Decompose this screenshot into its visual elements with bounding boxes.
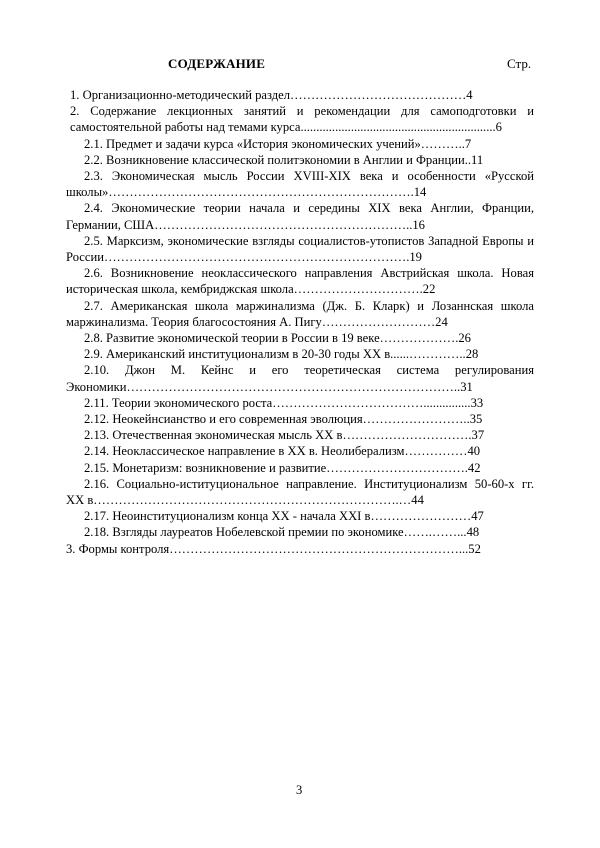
- toc-entry: 2.11. Теории экономического роста………………………………...............33: [84, 395, 484, 410]
- toc-entry: 2.14. Неоклассическое направление в XX в. Неолиберализм……………40: [84, 444, 481, 459]
- table-of-contents: [66, 87, 534, 557]
- toc-entry: 2.5. Марксизм, экономические взгляды социалистов-утопистов Западной Европы и России……………………………………………………………….19: [66, 233, 534, 265]
- toc-entry: 2.2. Возникновение классической политэкономии в Англии и Франции..11: [84, 152, 484, 167]
- toc-entry: 2.8. Развитие экономической теории в России в 19 веке……………….26: [84, 331, 471, 346]
- toc-entry: 2.17. Неоинституционализм конца XX - начала XXI в……………………47: [84, 509, 484, 524]
- toc-entry: 2.4. Экономические теории начала и середины XIX века Англии, Франции, Германии, США……………………………………………………..16: [66, 201, 534, 232]
- toc-title: СОДЕРЖАНИЕ: [168, 56, 266, 71]
- toc-entry: 2.10. Джон М. Кейнс и его теоретическая система регулирования Экономики……………………………………………………………………..31: [66, 363, 534, 394]
- page-column-label: Стр.: [507, 56, 532, 71]
- toc-entry: 1. Организационно-методический раздел……………………………………4: [70, 88, 473, 102]
- toc-entry: 2.16. Социально-иституционaльное направление. Институционализм 50-60-х гг. XX в……………………………………………………………….…44: [66, 476, 534, 508]
- page-number: 3: [296, 783, 303, 797]
- toc-entry: 3. Формы контроля……………………………………………………………...52: [66, 541, 481, 556]
- toc-entry: 2.15. Монетаризм: возникновение и развитие…………………………….42: [84, 460, 481, 475]
- toc-entry: 2.1. Предмет и задачи курса «История экономических учений»………..7: [84, 136, 472, 151]
- toc-entry: 2.18. Взгляды лауреатов Нобелевской премии по экономике…….……...48: [84, 525, 480, 540]
- toc-entry: 2.12. Неокейнсианство и его современная эволюция……………………..35: [84, 412, 483, 427]
- toc-entry: 2.13. Отечественная экономическая мысль XX в………………………….37: [84, 428, 485, 443]
- toc-entry: 2.9. Американский институционализм в 20-30 годы XX в......…………..28: [84, 347, 479, 362]
- toc-entry: 2.7. Американская школа маржинализма (Дж. Б. Кларк) и Лозаннская школа маржинализма. Теория благосостояния А. Пигу………………………24: [66, 298, 534, 329]
- toc-entry: 2.3. Экономическая мысль России XVIII-XIX века и особенности «Русской школы»……………………………………………………………….14: [66, 169, 534, 200]
- toc-entry: 2.6. Возникновение неоклассического направления Австрийская школа. Новая историческая школа, кембриджская школа………………………….22: [66, 266, 534, 297]
- toc-entry: 2. Содержание лекционных занятий и рекомендации для самоподготовки и самостоятельной работы над темами курса..............................................................6: [70, 104, 534, 135]
